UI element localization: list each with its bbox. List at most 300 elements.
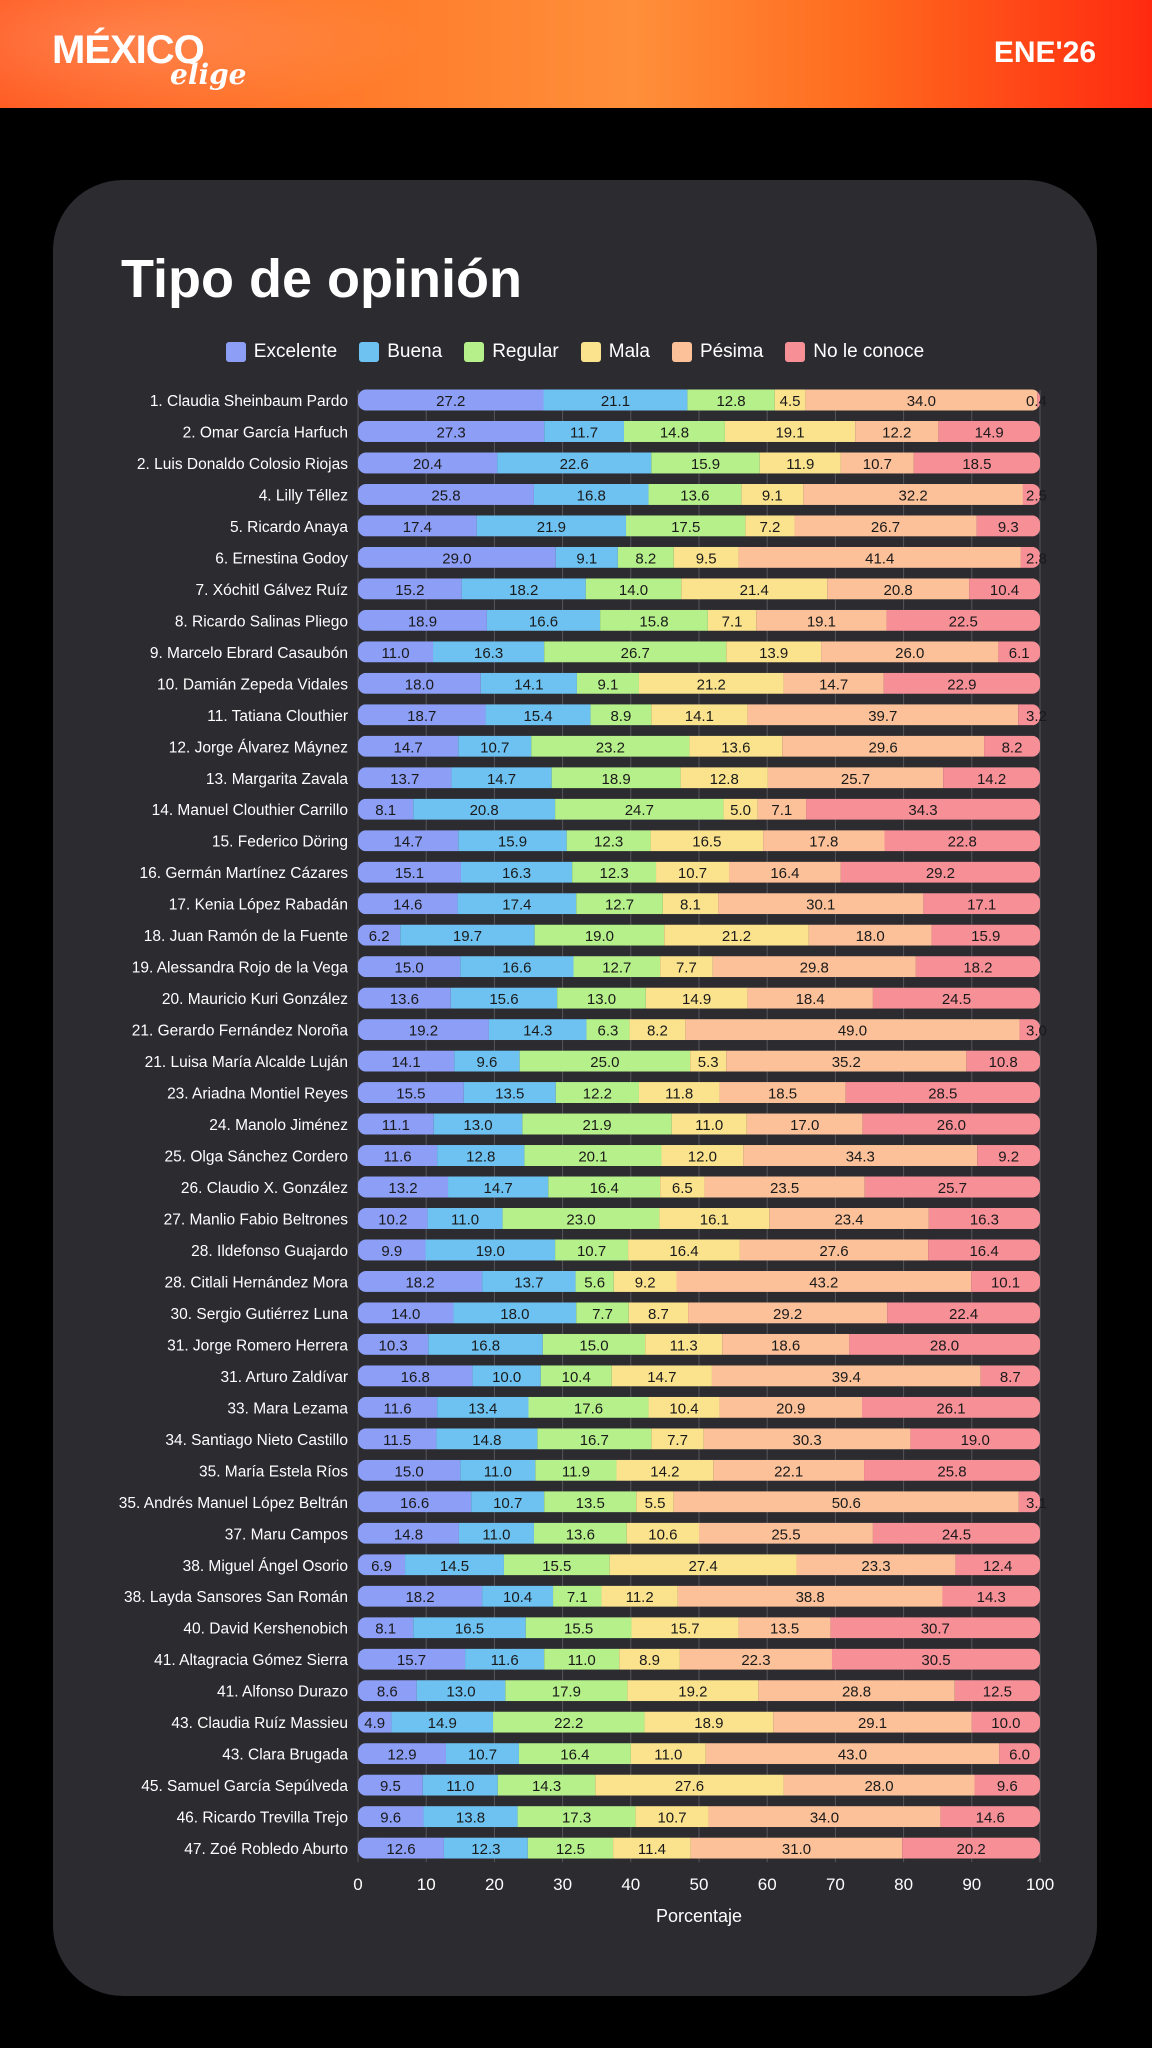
category-label: 43. Claudia Ruíz Massieu — [171, 1715, 348, 1733]
data-label-excelente: 10.3 — [378, 1337, 408, 1355]
bar-row — [199, 1460, 1040, 1481]
data-label-regular: 12.3 — [594, 833, 624, 851]
data-label-buena: 21.1 — [600, 393, 631, 410]
bar-segments — [358, 1428, 1040, 1449]
category-label: 30. Sergio Gutiérrez Luna — [170, 1305, 348, 1323]
data-label-regular: 17.9 — [551, 1683, 581, 1701]
data-label-buena: 9.1 — [576, 550, 598, 568]
data-label-buena: 11.7 — [570, 424, 599, 442]
bar-row — [169, 893, 1040, 914]
data-label-no-le-conoce: 22.5 — [948, 613, 978, 631]
data-label-pesima: 25.7 — [840, 770, 871, 788]
data-label-regular: 18.9 — [601, 770, 631, 788]
data-label-buena: 10.4 — [502, 1589, 533, 1607]
data-label-buena: 13.8 — [455, 1809, 486, 1827]
data-label-pesima: 29.6 — [868, 739, 898, 757]
data-label-excelente: 14.7 — [393, 739, 423, 757]
data-label-mala: 21.4 — [739, 581, 769, 599]
data-label-no-le-conoce: 25.7 — [937, 1180, 967, 1197]
category-label: 6. Ernestina Godoy — [215, 550, 348, 568]
data-label-no-le-conoce: 2.8 — [1026, 550, 1047, 568]
data-label-regular: 13.6 — [565, 1526, 595, 1544]
category-label: 40. David Kershenobich — [183, 1620, 348, 1638]
data-label-no-le-conoce: 8.2 — [1001, 739, 1023, 757]
data-label-excelente: 10.2 — [378, 1211, 408, 1229]
data-label-no-le-conoce: 28.5 — [928, 1085, 958, 1103]
bar-row — [230, 515, 1040, 536]
data-label-regular: 19.0 — [584, 928, 615, 946]
data-label-buena: 10.0 — [492, 1368, 522, 1386]
data-label-mala: 10.7 — [657, 1809, 687, 1827]
data-label-excelente: 14.7 — [393, 833, 423, 851]
data-label-buena: 10.7 — [467, 1746, 498, 1764]
category-label: 35. María Estela Ríos — [198, 1463, 348, 1481]
mexico-elige-logo — [52, 28, 247, 92]
bar-row — [150, 641, 1040, 662]
bar-segments — [358, 641, 1040, 662]
data-label-regular: 9.1 — [597, 676, 619, 694]
data-label-buena: 20.8 — [469, 802, 499, 820]
x-tick-label-90: 90 — [962, 1875, 982, 1895]
data-label-buena: 16.6 — [502, 959, 532, 977]
data-label-no-le-conoce: 14.6 — [975, 1809, 1005, 1827]
data-label-excelente: 29.0 — [442, 550, 472, 568]
data-label-buena: 14.7 — [483, 1180, 513, 1197]
data-label-buena: 18.2 — [509, 581, 539, 599]
data-label-mala: 13.9 — [759, 644, 789, 662]
data-label-excelente: 14.8 — [393, 1526, 424, 1544]
category-label: 26. Claudio X. González — [180, 1180, 348, 1197]
data-label-mala: 15.7 — [670, 1620, 700, 1638]
data-label-mala: 5.0 — [730, 802, 752, 820]
data-label-pesima: 17.8 — [809, 833, 839, 851]
category-label: 7. Xóchitl Gálvez Ruíz — [195, 581, 348, 599]
data-label-regular: 12.7 — [602, 959, 632, 977]
bar-row — [164, 1271, 1040, 1292]
data-label-mala: 9.5 — [695, 550, 717, 568]
category-label: 18. Juan Ramón de la Fuente — [143, 928, 348, 946]
data-label-pesima: 50.6 — [831, 1494, 861, 1512]
data-label-excelente: 11.5 — [383, 1431, 412, 1449]
data-label-mala: 16.1 — [699, 1211, 729, 1229]
data-label-excelente: 13.2 — [388, 1180, 418, 1197]
data-label-mala: 7.7 — [667, 1431, 688, 1449]
data-label-mala: 7.2 — [759, 518, 781, 536]
data-label-regular: 17.3 — [561, 1809, 592, 1827]
bar-row — [144, 925, 1040, 946]
data-label-no-le-conoce: 10.8 — [988, 1054, 1018, 1072]
data-label-buena: 13.0 — [463, 1117, 493, 1135]
category-label: 23. Ariadna Montiel Reyes — [167, 1085, 348, 1103]
data-label-excelente: 12.6 — [386, 1841, 416, 1859]
data-label-buena: 21.9 — [536, 518, 566, 536]
bar-row — [222, 1743, 1040, 1764]
data-label-regular: 20.1 — [578, 1148, 608, 1166]
bar-row — [227, 1397, 1040, 1418]
bar-row — [165, 1428, 1040, 1449]
data-label-mala: 8.9 — [639, 1652, 660, 1670]
data-label-regular: 8.9 — [610, 707, 632, 725]
data-label-excelente: 11.0 — [381, 644, 410, 662]
category-label: 41. Alfonso Durazo — [217, 1683, 348, 1701]
data-label-regular: 14.8 — [659, 424, 690, 442]
legend-label: Excelente — [253, 341, 338, 362]
data-label-buena: 16.3 — [501, 865, 532, 883]
data-label-regular: 11.0 — [567, 1652, 596, 1670]
data-label-regular: 22.2 — [554, 1715, 584, 1733]
data-label-excelente: 14.0 — [391, 1305, 421, 1323]
data-label-regular: 14.0 — [618, 581, 649, 599]
data-label-buena: 14.8 — [472, 1431, 502, 1449]
data-label-buena: 18.0 — [500, 1305, 530, 1323]
category-label: 12. Jorge Álvarez Máynez — [168, 739, 348, 757]
data-label-pesima: 32.2 — [898, 487, 928, 505]
data-label-excelente: 27.2 — [436, 393, 466, 410]
category-label: 20. Mauricio Kuri González — [161, 991, 348, 1009]
data-label-excelente: 15.5 — [396, 1085, 426, 1103]
category-label: 28. Citlali Hernández Mora — [164, 1274, 348, 1292]
data-label-excelente: 4.9 — [364, 1715, 386, 1733]
chart-card — [53, 180, 1097, 1996]
data-label-mala: 21.2 — [696, 676, 726, 694]
data-label-mala: 9.1 — [761, 487, 783, 505]
category-label: 46. Ricardo Trevilla Trejo — [176, 1809, 348, 1827]
data-label-regular: 23.2 — [595, 739, 625, 757]
data-label-regular: 15.5 — [564, 1620, 594, 1638]
category-label: 31. Arturo Zaldívar — [220, 1368, 348, 1386]
data-label-regular: 16.4 — [589, 1180, 619, 1197]
data-label-mala: 27.4 — [688, 1557, 718, 1575]
logo-sub-text: elige — [170, 58, 247, 91]
data-label-mala: 7.7 — [675, 959, 697, 977]
category-label: 11. Tatiana Clouthier — [207, 707, 348, 725]
data-label-mala: 19.2 — [678, 1683, 708, 1701]
data-label-buena: 14.1 — [514, 676, 544, 694]
category-label: 16. Germán Martínez Cázares — [139, 865, 348, 883]
data-label-pesima: 13.5 — [769, 1620, 800, 1638]
data-label-pesima: 17.0 — [790, 1117, 820, 1135]
data-label-regular: 15.9 — [690, 455, 721, 473]
data-label-excelente: 18.2 — [405, 1589, 435, 1607]
bar-row — [124, 1586, 1040, 1607]
data-label-no-le-conoce: 22.4 — [949, 1305, 979, 1323]
data-label-no-le-conoce: 20.2 — [956, 1841, 986, 1859]
data-label-buena: 15.9 — [497, 833, 528, 851]
category-label: 24. Manolo Jiménez — [209, 1117, 348, 1135]
data-label-regular: 16.7 — [579, 1431, 609, 1449]
data-label-buena: 11.6 — [490, 1652, 519, 1670]
data-label-mala: 21.2 — [721, 928, 752, 946]
data-label-regular: 23.0 — [566, 1211, 596, 1229]
bar-segments — [358, 578, 1040, 599]
data-label-regular: 25.0 — [590, 1054, 620, 1072]
data-label-pesima: 26.7 — [870, 518, 901, 536]
data-label-no-le-conoce: 29.2 — [925, 865, 956, 883]
bar-segments — [358, 1523, 1040, 1544]
category-label: 27. Manlio Fabio Beltrones — [163, 1211, 348, 1229]
bar-segments — [358, 1743, 1040, 1764]
bar-row — [175, 610, 1040, 631]
data-label-no-le-conoce: 34.3 — [908, 802, 938, 820]
data-label-excelente: 16.8 — [400, 1368, 430, 1386]
data-label-buena: 14.9 — [427, 1715, 457, 1733]
data-label-regular: 12.5 — [555, 1841, 586, 1859]
data-label-regular: 12.8 — [716, 393, 746, 410]
bar-row — [206, 767, 1040, 788]
bar-segments — [358, 610, 1040, 631]
data-label-pesima: 34.0 — [906, 393, 936, 410]
data-label-pesima: 25.5 — [771, 1526, 801, 1544]
data-label-regular: 12.3 — [599, 865, 629, 883]
data-label-buena: 13.4 — [468, 1400, 498, 1418]
data-label-excelente: 25.8 — [431, 487, 461, 505]
data-label-mala: 4.5 — [779, 393, 801, 410]
data-label-excelente: 18.7 — [407, 707, 437, 725]
data-label-buena: 19.7 — [452, 928, 483, 946]
data-label-buena: 12.3 — [471, 1841, 501, 1859]
data-label-no-le-conoce: 12.4 — [983, 1557, 1013, 1575]
category-label: 35. Andrés Manuel López Beltrán — [118, 1494, 348, 1512]
category-label: 1. Claudia Sheinbaum Pardo — [149, 393, 348, 410]
data-label-no-le-conoce: 18.2 — [963, 959, 993, 977]
bar-segments — [358, 1271, 1040, 1292]
data-label-mala: 8.2 — [646, 1022, 668, 1040]
data-label-mala: 5.5 — [644, 1494, 666, 1512]
data-label-regular: 10.7 — [576, 1242, 607, 1260]
data-label-no-le-conoce: 10.4 — [989, 581, 1020, 599]
data-label-buena: 13.7 — [514, 1274, 544, 1292]
data-label-excelente: 9.5 — [379, 1778, 401, 1796]
data-label-buena: 19.0 — [475, 1242, 505, 1260]
bar-row — [184, 1838, 1040, 1859]
data-label-no-le-conoce: 8.7 — [999, 1368, 1021, 1386]
stacked-bar-chart — [53, 180, 1097, 1996]
data-label-regular: 13.5 — [575, 1494, 605, 1512]
data-label-mala: 19.1 — [775, 424, 805, 442]
data-label-regular: 12.7 — [604, 896, 635, 914]
data-label-pesima: 29.2 — [773, 1305, 803, 1323]
data-label-no-le-conoce: 16.3 — [969, 1211, 1000, 1229]
data-label-buena: 10.7 — [480, 739, 510, 757]
legend-label: Mala — [608, 341, 650, 362]
bar-row — [154, 1649, 1040, 1670]
bar-row — [209, 1114, 1040, 1135]
bar-row — [183, 1554, 1040, 1575]
category-label: 17. Kenia López Rabadán — [168, 896, 348, 914]
bar-row — [132, 956, 1040, 977]
data-label-pesima: 27.6 — [819, 1242, 849, 1260]
category-label: 34. Santiago Nieto Castillo — [165, 1431, 348, 1449]
bar-row — [167, 1082, 1040, 1103]
data-label-pesima: 30.1 — [806, 896, 836, 914]
bar-segments — [358, 956, 1040, 977]
data-label-buena: 15.6 — [489, 991, 519, 1009]
data-label-mala: 13.6 — [721, 739, 751, 757]
bar-row — [217, 1680, 1040, 1701]
bar-row — [167, 1334, 1040, 1355]
bar-row — [183, 421, 1040, 442]
data-label-regular: 26.7 — [620, 644, 650, 662]
data-label-mala: 12.0 — [687, 1148, 718, 1166]
data-label-mala: 10.6 — [648, 1526, 678, 1544]
data-label-excelente: 11.1 — [381, 1117, 410, 1135]
bar-row — [132, 1019, 1047, 1040]
bar-row — [140, 862, 1040, 883]
category-label: 21. Luisa María Alcalde Luján — [144, 1054, 348, 1072]
data-label-excelente: 8.1 — [375, 1620, 397, 1638]
data-label-excelente: 9.6 — [380, 1809, 402, 1827]
x-tick-label-20: 20 — [484, 1875, 504, 1895]
data-label-pesima: 28.8 — [841, 1683, 872, 1701]
data-label-excelente: 6.2 — [368, 928, 390, 946]
data-label-no-le-conoce: 16.4 — [969, 1242, 999, 1260]
data-label-pesima: 31.0 — [781, 1841, 812, 1859]
data-label-regular: 14.3 — [531, 1778, 562, 1796]
bar-segments — [358, 1365, 1040, 1386]
bar-row — [177, 1806, 1040, 1827]
data-label-no-le-conoce: 14.2 — [976, 770, 1007, 788]
data-label-excelente: 17.4 — [402, 518, 432, 536]
data-label-mala: 14.2 — [650, 1463, 680, 1481]
header-banner — [0, 0, 1152, 108]
data-label-no-le-conoce: 12.5 — [982, 1683, 1012, 1701]
data-label-no-le-conoce: 2.5 — [1026, 487, 1047, 505]
data-label-pesima: 23.4 — [834, 1211, 864, 1229]
bar-row — [164, 1208, 1040, 1229]
data-label-pesima: 18.4 — [795, 991, 825, 1009]
logo-main-text: MÉXICO — [52, 28, 204, 72]
legend-label: No le conoce — [813, 341, 925, 362]
category-label: 25. Olga Sánchez Cordero — [164, 1148, 348, 1166]
bar-row — [181, 1177, 1040, 1198]
data-label-buena: 22.6 — [559, 455, 589, 473]
data-label-mala: 8.7 — [647, 1305, 669, 1323]
data-label-no-le-conoce: 28.0 — [929, 1337, 960, 1355]
data-label-pesima: 14.7 — [819, 676, 849, 694]
data-label-regular: 7.7 — [592, 1305, 613, 1323]
category-label: 2. Omar García Harfuch — [182, 424, 348, 442]
legend-label: Regular — [492, 341, 559, 362]
data-label-no-le-conoce: 9.2 — [998, 1148, 1020, 1166]
data-label-no-le-conoce: 25.8 — [937, 1463, 967, 1481]
data-label-no-le-conoce: 6.0 — [1009, 1746, 1030, 1764]
data-label-no-le-conoce: 18.5 — [962, 455, 992, 473]
data-label-pesima: 22.3 — [741, 1652, 771, 1670]
bar-segments — [358, 1302, 1040, 1323]
data-label-no-le-conoce: 6.1 — [1008, 644, 1030, 662]
data-label-pesima: 16.4 — [770, 865, 800, 883]
data-label-regular: 11.9 — [561, 1463, 590, 1481]
data-label-mala: 10.7 — [677, 865, 708, 883]
legend-label: Pésima — [699, 341, 764, 362]
data-label-excelente: 19.2 — [408, 1022, 439, 1040]
category-label: 47. Zoé Robledo Aburto — [184, 1841, 348, 1859]
bar-row — [196, 578, 1040, 599]
data-label-pesima: 19.1 — [806, 613, 837, 631]
data-label-excelente: 9.9 — [381, 1242, 403, 1260]
data-label-excelente: 15.7 — [396, 1652, 427, 1670]
data-label-mala: 6.5 — [671, 1180, 693, 1197]
data-label-no-le-conoce: 14.9 — [974, 424, 1004, 442]
data-label-buena: 9.6 — [476, 1054, 498, 1072]
data-label-buena: 13.5 — [495, 1085, 525, 1103]
data-label-excelente: 6.9 — [371, 1557, 392, 1575]
data-label-mala: 11.0 — [695, 1117, 724, 1135]
data-label-pesima: 38.8 — [795, 1589, 825, 1607]
bar-row — [152, 799, 1040, 820]
bar-row — [145, 1051, 1040, 1072]
x-tick-label-70: 70 — [825, 1875, 845, 1895]
data-label-buena: 14.3 — [523, 1022, 553, 1040]
data-label-mala: 27.6 — [674, 1778, 705, 1796]
x-tick-label-50: 50 — [689, 1875, 709, 1895]
bar-row — [150, 390, 1047, 411]
bar-segments — [358, 1838, 1040, 1859]
data-label-pesima: 7.1 — [771, 802, 793, 820]
data-label-regular: 13.6 — [680, 487, 710, 505]
x-tick-label-10: 10 — [416, 1875, 436, 1895]
data-label-excelente: 11.6 — [383, 1400, 412, 1418]
data-label-no-le-conoce: 9.6 — [996, 1778, 1018, 1796]
data-label-buena: 16.5 — [454, 1620, 485, 1638]
bar-segments — [358, 799, 1040, 820]
data-label-no-le-conoce: 24.5 — [941, 1526, 972, 1544]
bar-row — [171, 1712, 1040, 1733]
data-label-pesima: 18.0 — [855, 928, 885, 946]
data-label-no-le-conoce: 30.7 — [920, 1620, 950, 1638]
data-label-no-le-conoce: 3.1 — [1026, 1494, 1047, 1512]
data-label-excelente: 15.0 — [394, 959, 424, 977]
data-label-pesima: 29.1 — [857, 1715, 888, 1733]
data-label-buena: 11.0 — [446, 1778, 475, 1796]
data-label-buena: 16.6 — [528, 613, 559, 631]
data-label-buena: 16.8 — [470, 1337, 501, 1355]
category-label: 38. Miguel Ángel Osorio — [182, 1557, 348, 1575]
data-label-pesima: 23.5 — [769, 1180, 800, 1197]
data-label-no-le-conoce: 26.0 — [936, 1117, 966, 1135]
bar-row — [259, 484, 1047, 505]
data-label-mala: 11.0 — [654, 1746, 683, 1764]
data-label-buena: 16.8 — [576, 487, 606, 505]
data-label-regular: 21.9 — [582, 1117, 612, 1135]
data-label-pesima: 18.6 — [771, 1337, 801, 1355]
bar-segments — [358, 1586, 1040, 1607]
data-label-no-le-conoce: 0.4 — [1026, 393, 1047, 410]
data-label-excelente: 18.2 — [405, 1274, 435, 1292]
x-tick-label-0: 0 — [353, 1875, 363, 1895]
data-label-pesima: 26.0 — [895, 644, 925, 662]
data-label-regular: 17.6 — [573, 1400, 604, 1418]
category-label: 5. Ricardo Anaya — [229, 518, 348, 536]
data-label-mala: 14.7 — [647, 1368, 677, 1386]
category-label: 33. Mara Lezama — [227, 1400, 348, 1418]
data-label-regular: 15.0 — [579, 1337, 609, 1355]
data-label-buena: 10.7 — [493, 1494, 523, 1512]
data-label-mala: 11.8 — [665, 1085, 694, 1103]
category-label: 14. Manuel Clouthier Carrillo — [151, 802, 348, 820]
data-label-no-le-conoce: 3.0 — [1026, 1022, 1047, 1040]
data-label-no-le-conoce: 22.9 — [947, 676, 977, 694]
x-tick-label-30: 30 — [553, 1875, 573, 1895]
bar-row — [191, 1239, 1040, 1260]
data-label-pesima: 20.9 — [776, 1400, 806, 1418]
category-label: 13. Margarita Zavala — [205, 770, 348, 788]
data-label-no-le-conoce: 19.0 — [960, 1431, 990, 1449]
bar-segments — [358, 736, 1040, 757]
category-label: 2. Luis Donaldo Colosio Riojas — [136, 455, 348, 473]
data-label-pesima: 39.4 — [831, 1368, 861, 1386]
data-label-no-le-conoce: 14.3 — [976, 1589, 1006, 1607]
